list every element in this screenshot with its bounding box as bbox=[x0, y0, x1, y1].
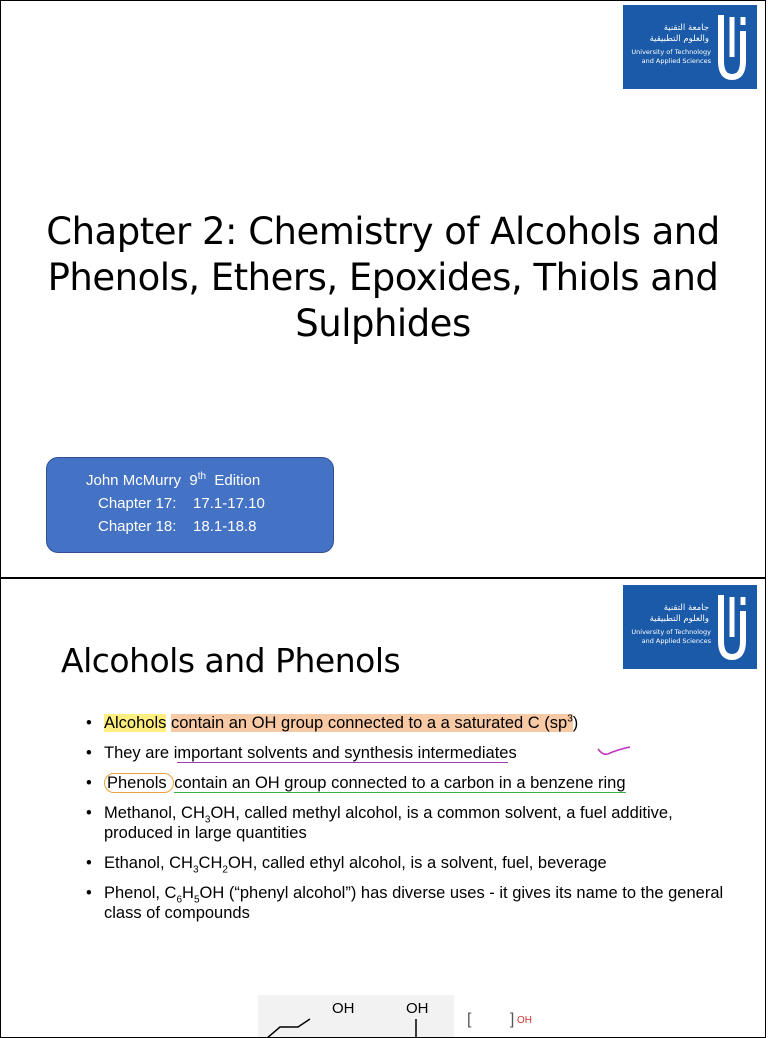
phenol-structures-icon bbox=[258, 995, 454, 1038]
logo-english-line-1: University of Technology bbox=[631, 48, 711, 56]
solvents-text-underlined: mportant solvents and synthesis intermediate bbox=[177, 744, 509, 762]
section-heading: Alcohols and Phenols bbox=[61, 641, 401, 680]
ethanol-text-mid: CH bbox=[198, 854, 223, 872]
logo-emblem-icon bbox=[713, 11, 751, 85]
ethanol-text-rest: OH, called ethyl alcohol, is a solvent, fuel, beverage bbox=[227, 854, 607, 872]
list-item bbox=[86, 883, 726, 923]
bullet-dot-icon: • bbox=[86, 854, 92, 872]
structure-oh-label-2: OH bbox=[406, 1000, 429, 1017]
list-item bbox=[86, 803, 726, 843]
structure-oh-label-3: OH bbox=[517, 1015, 532, 1026]
logo-arabic-text bbox=[629, 23, 709, 45]
bullet-dot-icon: • bbox=[86, 774, 92, 792]
logo-english-text bbox=[625, 628, 711, 646]
slide-title: Chapter 2: Chemistry of Alcohols and Phenols, Ethers, Epoxides, Thiols and Sulphides bbox=[46, 210, 720, 345]
bullet-dot-icon: • bbox=[86, 744, 92, 762]
reference-author: John McMurry 9 bbox=[86, 472, 198, 489]
logo-emblem-icon bbox=[713, 591, 751, 665]
list-item bbox=[86, 713, 726, 733]
logo-english-line-1: University of Technology bbox=[631, 628, 711, 636]
bullet-dot-icon: • bbox=[86, 884, 92, 902]
university-logo bbox=[623, 5, 757, 89]
methanol-text: Methanol, CH bbox=[104, 804, 205, 822]
reference-chapter-17: Chapter 17: 17.1-17.10 bbox=[98, 495, 265, 512]
logo-english-line-2: and Applied Sciences bbox=[641, 57, 711, 65]
subscript: 6 bbox=[176, 894, 183, 906]
alcohols-definition-text: contain an OH group connected to a a saturated C (sp bbox=[170, 714, 568, 732]
subscript: 2 bbox=[222, 864, 228, 876]
bracket-glyph: [ ] bbox=[467, 1011, 515, 1028]
textbook-reference-box bbox=[46, 457, 334, 553]
subscript: 5 bbox=[193, 894, 200, 906]
list-item bbox=[86, 773, 726, 793]
ethanol-text: Ethanol, CH bbox=[104, 854, 193, 872]
reference-chapter-18: Chapter 18: 18.1-18.8 bbox=[98, 518, 257, 535]
reference-superscript: th bbox=[197, 471, 207, 482]
sp3-superscript: 3 bbox=[567, 713, 573, 725]
logo-english-text bbox=[625, 48, 711, 66]
phenol-text: Phenol, C bbox=[104, 884, 177, 902]
subscript: 3 bbox=[192, 864, 199, 876]
handwritten-check-icon bbox=[596, 743, 636, 759]
alcohols-definition-end: ) bbox=[572, 714, 579, 732]
chemical-structures-image bbox=[258, 995, 454, 1038]
structure-oh-label-1: OH bbox=[332, 1000, 355, 1017]
phenol-text-rest: OH (“phenyl alcohol”) has diverse uses - it gives its name to the general class of compounds bbox=[104, 884, 724, 922]
bullet-dot-icon: • bbox=[86, 714, 92, 732]
list-item bbox=[86, 853, 726, 876]
methanol-text-rest: OH, called methyl alcohol, is a common solvent, a fuel additive, produced in large quantities bbox=[104, 804, 673, 842]
subscript: 3 bbox=[204, 814, 211, 826]
phenol-text-mid: H bbox=[182, 884, 194, 902]
logo-arabic-line-2: والعلوم التطبيقية bbox=[649, 34, 709, 44]
solvents-text-end: s bbox=[508, 744, 517, 762]
logo-arabic-text bbox=[629, 603, 709, 625]
list-item bbox=[86, 743, 726, 763]
solvents-text-start: They are i bbox=[104, 744, 178, 762]
term-alcohols: Alcohols bbox=[104, 714, 167, 732]
bullet-list bbox=[86, 713, 726, 933]
phenols-definition: contain an OH group connected to a carbon in a benzene ring bbox=[174, 774, 626, 792]
logo-english-line-2: and Applied Sciences bbox=[641, 637, 711, 645]
alcohols-definition bbox=[171, 714, 573, 732]
reference-edition: Edition bbox=[206, 472, 261, 489]
slide-2 bbox=[0, 578, 766, 1038]
bullet-dot-icon: • bbox=[86, 804, 92, 822]
logo-arabic-line-1: جامعة التقنية bbox=[663, 603, 709, 613]
university-logo bbox=[623, 585, 757, 669]
logo-arabic-line-2: والعلوم التطبيقية bbox=[649, 614, 709, 624]
term-phenols: Phenols bbox=[104, 773, 174, 793]
reference-author-edition bbox=[47, 469, 333, 492]
logo-arabic-line-1: جامعة التقنية bbox=[663, 23, 709, 33]
